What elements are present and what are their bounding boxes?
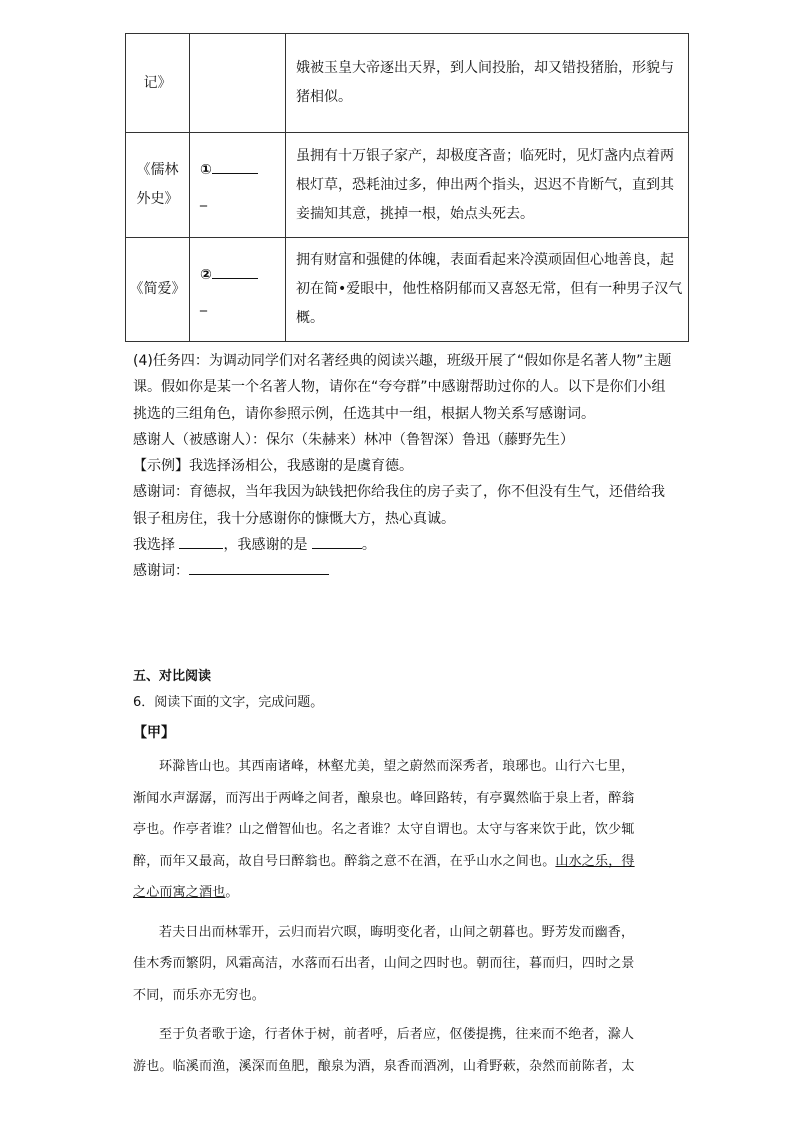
task4-example: 【示例】我选择汤相公，我感谢的是虞育德。 [133, 458, 413, 475]
character-description-cell [286, 34, 689, 133]
passage-text: 。 [225, 885, 239, 900]
passage-line: 佳木秀而繁阴，风霜高洁，水落而石出者，山间之四时也。朝而往，暮而归，四时之景 [133, 956, 635, 971]
blank-number: ② [200, 266, 212, 283]
table-row [126, 238, 689, 342]
passage-line: 渐闻水声潺潺，而泻出于两峰之间者，酿泉也。峰回路转，有亭翼然临于泉上者，醉翁 [133, 790, 635, 806]
description-line: 虽拥有十万银子家产，却极度吝啬；临死时，见灯盏内点着两 [296, 147, 674, 164]
underlined-sentence: 之心而寓之酒也 [133, 885, 226, 900]
character-blank-cell[interactable] [190, 133, 286, 238]
character-description-cell [286, 133, 689, 238]
task4-block [133, 348, 673, 585]
description-line: 初在简•爱眼中，他性格阴郁而又喜怒无常，但有一种男子汉气 [296, 281, 683, 297]
passage-line: 环滁皆山也。其西南诸峰，林壑尤美，望之蔚然而深秀者，琅琊也。山行六七里， [159, 759, 635, 774]
task4-line: (4)任务四：为调动同学们对名著经典的阅读兴趣，班级开展了“假如你是名著人物”主题 [133, 353, 672, 369]
task4-line: 挑选的三组角色，请你参照示例，任选其中一组，根据人物关系写感谢词。 [133, 405, 595, 422]
character-blank-cell[interactable] [190, 238, 286, 342]
description-line: 娥被玉皇大帝逐出天界，到人间投胎，却又错投猪胎，形貌与 [296, 60, 674, 76]
description-line: 拥有财富和强健的体魄，表面看起来冷漠顽固但心地善良，起 [296, 252, 674, 268]
section-heading: 五、对比阅读 [133, 669, 212, 684]
book-title: 记》 [143, 74, 172, 91]
choose-end: 。 [361, 537, 376, 554]
passage-text: 醉，而年又最高，故自号曰醉翁也。醉翁之意不在酒，在乎山水之间也。 [133, 853, 556, 869]
thanks-label: 感谢词： [133, 563, 189, 580]
passage-line: 游也。临溪而渔，溪深而鱼肥，酿泉为酒，泉香而酒冽，山肴野蔌，杂然而前陈者，太 [133, 1058, 635, 1074]
blank-tail: _ [200, 191, 207, 207]
character-description-cell [286, 238, 689, 342]
passage-label: 【甲】 [133, 725, 175, 741]
passage-line: 若夫日出而林霏开，云归而岩穴暝，晦明变化者，山间之朝暮也。野芳发而幽香， [159, 924, 635, 940]
description-line: 概。 [296, 310, 324, 326]
book-title-cell [126, 133, 190, 238]
passage-line: 至于负者歌于途，行者休于树，前者呼，后者应，伛偻提携，往来而不绝者，滁人 [159, 1027, 635, 1042]
task4-line: 银子租房住，我十分感谢你的慷慨大方，热心真诚。 [133, 510, 455, 527]
book-title: 《简爱》 [129, 281, 186, 297]
book-title-line: 《儒林 [136, 162, 179, 178]
blank-number: ① [200, 162, 212, 178]
task4-line: 感谢人（被感谢人）：保尔（朱赫来）林冲（鲁智深）鲁迅（藤野先生） [133, 431, 574, 448]
description-line: 根灯草，恐耗油过多，伸出两个指头，迟迟不肯断气，直到其 [296, 176, 674, 193]
chosen-character-blank[interactable] [179, 534, 223, 549]
book-title-cell [126, 238, 190, 342]
thanked-person-blank[interactable] [312, 534, 362, 549]
passage-line: 亭也。作亭者谁？山之僧智仙也。名之者谁？太守自谓也。太守与客来饮于此，饮少辄 [133, 822, 635, 837]
passage-line: 不同，而乐亦无穷也。 [133, 987, 266, 1003]
blank-tail: _ [200, 295, 207, 312]
book-title-line: 外史》 [136, 191, 179, 207]
answer-blank[interactable] [212, 264, 258, 279]
thanks-blank[interactable] [189, 560, 329, 575]
choose-prefix: 我选择 [133, 537, 175, 554]
table-row [126, 133, 689, 238]
book-title-cell [126, 34, 190, 133]
question-prompt: 6．阅读下面的文字，完成问题。 [133, 695, 324, 710]
passage-line [133, 846, 669, 878]
book-character-table [125, 33, 689, 342]
answer-blank[interactable] [212, 159, 258, 174]
description-line: 妾揣知其意，挑掉一根，始点头死去。 [296, 205, 534, 222]
choose-mid: ，我感谢的是 [223, 537, 308, 554]
character-blank-cell [190, 34, 286, 133]
section5-block [133, 664, 673, 746]
underlined-sentence: 山水之乐，得 [555, 853, 635, 869]
task4-line: 感谢词：育德叔，当年我因为缺钱把你给我住的房子卖了，你不但没有生气，还借给我 [133, 484, 665, 501]
table-row [126, 34, 689, 133]
description-line: 猪相似。 [296, 89, 352, 105]
passage-line [133, 877, 669, 909]
classical-passage [133, 751, 669, 1082]
thanks-line [133, 558, 673, 584]
choose-line [133, 532, 673, 558]
task4-line: 课。假如你是某一个名著人物，请你在“夸夸群”中感谢帮助过你的人。以下是你们小组 [133, 379, 666, 396]
